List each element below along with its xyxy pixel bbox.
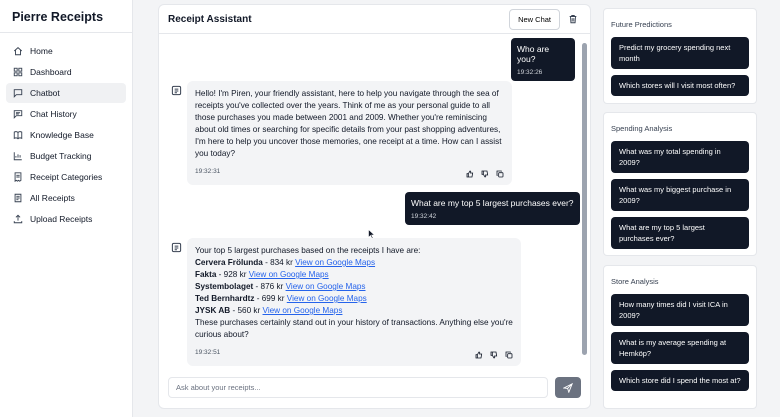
- panel-store-analysis: [603, 265, 757, 409]
- book-icon: [13, 130, 23, 140]
- sidebar: [0, 0, 133, 417]
- bot-message: [187, 238, 521, 366]
- user-message: [405, 192, 580, 225]
- purchase-amount: - 928 kr: [216, 270, 249, 279]
- sidebar-item-label: Dashboard: [30, 67, 72, 77]
- sidebar-item-chatbot[interactable]: [6, 83, 126, 103]
- store-name: Ted Bernhardtz: [195, 294, 255, 303]
- chat-header: [159, 5, 590, 34]
- thumbs-up-icon[interactable]: [475, 351, 483, 359]
- dashboard-icon: [13, 67, 23, 77]
- store-name: Fakta: [195, 270, 217, 279]
- message-text: Who are you?: [517, 44, 550, 64]
- chat-icon: [13, 88, 23, 98]
- sidebar-item-label: Chatbot: [30, 88, 60, 98]
- message-actions: [466, 170, 504, 178]
- copy-icon[interactable]: [505, 351, 513, 359]
- send-icon: [563, 383, 573, 393]
- sidebar-item-label: Budget Tracking: [30, 151, 92, 161]
- message-time: 19:32:51: [195, 349, 221, 356]
- bot-message: [187, 81, 512, 185]
- receipt-icon: [13, 172, 23, 182]
- sidebar-item-upload-receipts[interactable]: [6, 209, 126, 229]
- sidebar-item-label: Home: [30, 46, 53, 56]
- purchase-amount: - 876 kr: [253, 282, 286, 291]
- suggestion-button[interactable]: Which store did I spend the most at?: [611, 370, 749, 391]
- copy-icon[interactable]: [496, 170, 504, 178]
- message-text: What are my top 5 largest purchases ever?: [411, 198, 574, 208]
- message-actions: [475, 351, 513, 359]
- sidebar-nav: [0, 33, 132, 238]
- send-button[interactable]: [555, 377, 581, 398]
- home-icon: [13, 46, 23, 56]
- purchase-item: [195, 257, 513, 269]
- suggestion-button[interactable]: What are my top 5 largest purchases ever?: [611, 217, 749, 249]
- trash-icon[interactable]: [568, 14, 578, 24]
- thumbs-down-icon[interactable]: [481, 170, 489, 178]
- sidebar-item-label: Upload Receipts: [30, 214, 93, 224]
- sidebar-item-home[interactable]: [6, 41, 126, 61]
- thumbs-down-icon[interactable]: [490, 351, 498, 359]
- purchase-amount: - 699 kr: [254, 294, 287, 303]
- message-time: 19:32:31: [195, 168, 221, 175]
- sidebar-item-dashboard[interactable]: [6, 62, 126, 82]
- suggestion-button[interactable]: What was my total spending in 2009?: [611, 141, 749, 173]
- chat-input[interactable]: [168, 377, 548, 398]
- panel-title: Store Analysis: [611, 277, 659, 286]
- upload-icon: [13, 214, 23, 224]
- brand-title: Pierre Receipts: [0, 0, 132, 33]
- message-footer: [195, 160, 504, 178]
- panel-title: Future Predictions: [611, 20, 672, 29]
- google-maps-link[interactable]: View on Google Maps: [285, 282, 366, 291]
- message-time: 19:32:42: [411, 213, 437, 220]
- sidebar-item-knowledge-base[interactable]: [6, 125, 126, 145]
- message-outro: These purchases certainly stand out in your history of transactions. Anything else you're curious about?: [195, 318, 513, 339]
- chat-scrollbar[interactable]: [582, 43, 587, 355]
- suggestion-button[interactable]: Which stores will I visit most often?: [611, 75, 749, 96]
- sidebar-item-budget-tracking[interactable]: [6, 146, 126, 166]
- purchase-item: [195, 281, 513, 293]
- chat-title: Receipt Assistant: [168, 13, 252, 25]
- panel-future-predictions: [603, 8, 757, 104]
- google-maps-link[interactable]: View on Google Maps: [262, 306, 343, 315]
- thumbs-up-icon[interactable]: [466, 170, 474, 178]
- message-intro: Your top 5 largest purchases based on the receipts I have are:: [195, 246, 421, 255]
- sidebar-item-label: All Receipts: [30, 193, 75, 203]
- google-maps-link[interactable]: View on Google Maps: [248, 270, 329, 279]
- bot-avatar-icon: [171, 85, 182, 96]
- bot-avatar-icon: [171, 242, 182, 253]
- mouse-cursor-icon: [368, 229, 375, 239]
- suggestion-button[interactable]: How many times did I visit ICA in 2009?: [611, 294, 749, 326]
- panel-title: Spending Analysis: [611, 124, 673, 133]
- sidebar-item-receipt-categories[interactable]: [6, 167, 126, 187]
- purchase-item: [195, 293, 513, 305]
- purchase-item: [195, 269, 513, 281]
- chart-icon: [13, 151, 23, 161]
- store-name: JYSK AB: [195, 306, 231, 315]
- message-list: [159, 34, 590, 370]
- user-message: [511, 38, 575, 81]
- sidebar-item-chat-history[interactable]: [6, 104, 126, 124]
- suggestion-button[interactable]: What is my average spending at Hemköp?: [611, 332, 749, 364]
- sidebar-item-label: Knowledge Base: [30, 130, 94, 140]
- suggestion-button[interactable]: Predict my grocery spending next month: [611, 37, 749, 69]
- panel-spending-analysis: [603, 112, 757, 256]
- message-time: 19:32:26: [517, 69, 543, 76]
- suggestion-button[interactable]: What was my biggest purchase in 2009?: [611, 179, 749, 211]
- chat-input-row: [168, 377, 581, 398]
- receipts-icon: [13, 193, 23, 203]
- google-maps-link[interactable]: View on Google Maps: [286, 294, 367, 303]
- sidebar-item-all-receipts[interactable]: [6, 188, 126, 208]
- message-text: Hello! I'm Piren, your friendly assistant, here to help you navigate through the sea of receipts you've collected over the years. Think of me as your personal guide to all those purchases you made between 2001 and 2009. Whether you're reminiscing about old times or searching for specific details from your past shopping adventures, I'm here to help you uncover those memories, one receipt at a time. How can I assist you today?: [195, 89, 502, 158]
- chat-panel: [158, 4, 591, 409]
- new-chat-button[interactable]: New Chat: [509, 9, 560, 30]
- purchase-amount: - 834 kr: [262, 258, 296, 267]
- sidebar-item-label: Receipt Categories: [30, 172, 103, 182]
- store-name: Cervera Frölunda: [195, 258, 263, 267]
- google-maps-link[interactable]: View on Google Maps: [295, 258, 376, 267]
- store-name: Systembolaget: [195, 282, 254, 291]
- purchase-amount: - 560 kr: [230, 306, 263, 315]
- purchase-item: [195, 305, 513, 317]
- message-footer: [195, 341, 513, 359]
- sidebar-item-label: Chat History: [30, 109, 77, 119]
- chat-history-icon: [13, 109, 23, 119]
